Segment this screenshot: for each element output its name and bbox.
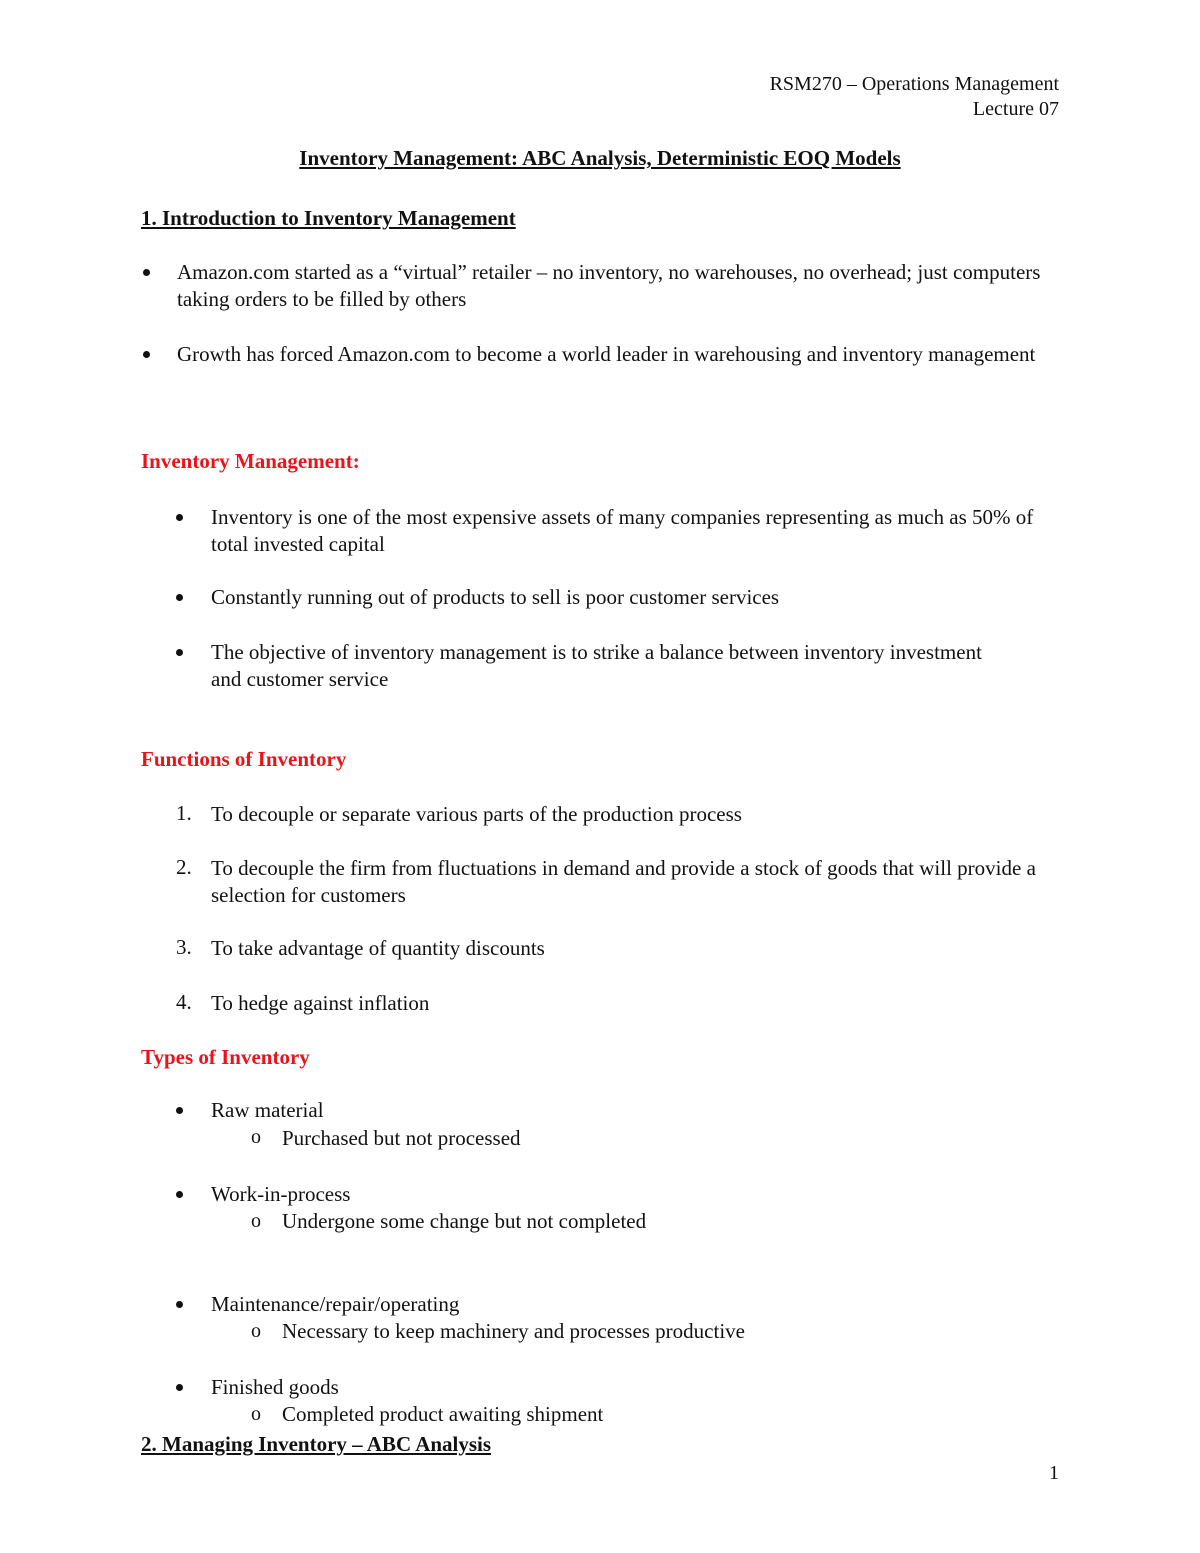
bullet-icon [176, 649, 183, 656]
functions-heading: Functions of Inventory [141, 747, 347, 771]
list-number: 4. [176, 990, 192, 1014]
list-item: To hedge against inflation [211, 991, 430, 1015]
list-item: Inventory is one of the most expensive assets of many companies representing as much as 50% of total invested capital [211, 505, 1034, 556]
list-item: Growth has forced Amazon.com to become a world leader in warehousing and inventory management [177, 342, 1036, 366]
bullet-icon [176, 594, 183, 601]
list-item: Amazon.com started as a “virtual” retailer – no inventory, no warehouses, no overhead; just computers taking orders to be filled by others [177, 260, 1041, 311]
list-item: Finished goods [211, 1375, 339, 1399]
section-2-heading: 2. Managing Inventory – ABC Analysis [141, 1432, 492, 1456]
bullet-icon [176, 1191, 183, 1198]
sub-bullet-icon: o [251, 1210, 261, 1232]
list-item: The objective of inventory management is to strike a balance between inventory investment and customer service [211, 640, 982, 691]
list-item: To take advantage of quantity discounts [211, 936, 545, 960]
sub-list-item: Necessary to keep machinery and processes productive [282, 1319, 745, 1343]
list-number: 2. [176, 855, 192, 879]
list-item: Raw material [211, 1098, 324, 1122]
list-number: 3. [176, 935, 192, 959]
sub-bullet-icon: o [251, 1126, 261, 1148]
sub-list-item: Purchased but not processed [282, 1126, 521, 1150]
bullet-icon [176, 1107, 183, 1114]
sub-list-item: Completed product awaiting shipment [282, 1402, 604, 1426]
page-title: Inventory Management: ABC Analysis, Deterministic EOQ Models [299, 146, 901, 170]
section-1-heading: 1. Introduction to Inventory Management [141, 206, 516, 230]
header-course: RSM270 – Operations Management [769, 73, 1059, 95]
types-heading: Types of Inventory [141, 1045, 310, 1069]
bullet-icon [176, 1301, 183, 1308]
bullet-icon [143, 269, 150, 276]
list-item: To decouple the firm from fluctuations in demand and provide a stock of goods that will provide a selection for customers [211, 856, 1036, 907]
header-lecture: Lecture 07 [972, 98, 1059, 120]
sub-bullet-icon: o [251, 1403, 261, 1425]
list-number: 1. [176, 801, 192, 825]
bullet-icon [143, 351, 150, 358]
list-item: Maintenance/repair/operating [211, 1292, 460, 1316]
sub-bullet-icon: o [251, 1320, 261, 1342]
bullet-icon [176, 514, 183, 521]
list-item: To decouple or separate various parts of the production process [211, 802, 742, 826]
bullet-icon [176, 1384, 183, 1391]
sub-list-item: Undergone some change but not completed [282, 1209, 647, 1233]
list-item: Work-in-process [211, 1182, 351, 1206]
inventory-management-heading: Inventory Management: [141, 449, 360, 473]
list-item: Constantly running out of products to sell is poor customer services [211, 585, 780, 609]
page-number: 1 [1049, 1462, 1059, 1484]
